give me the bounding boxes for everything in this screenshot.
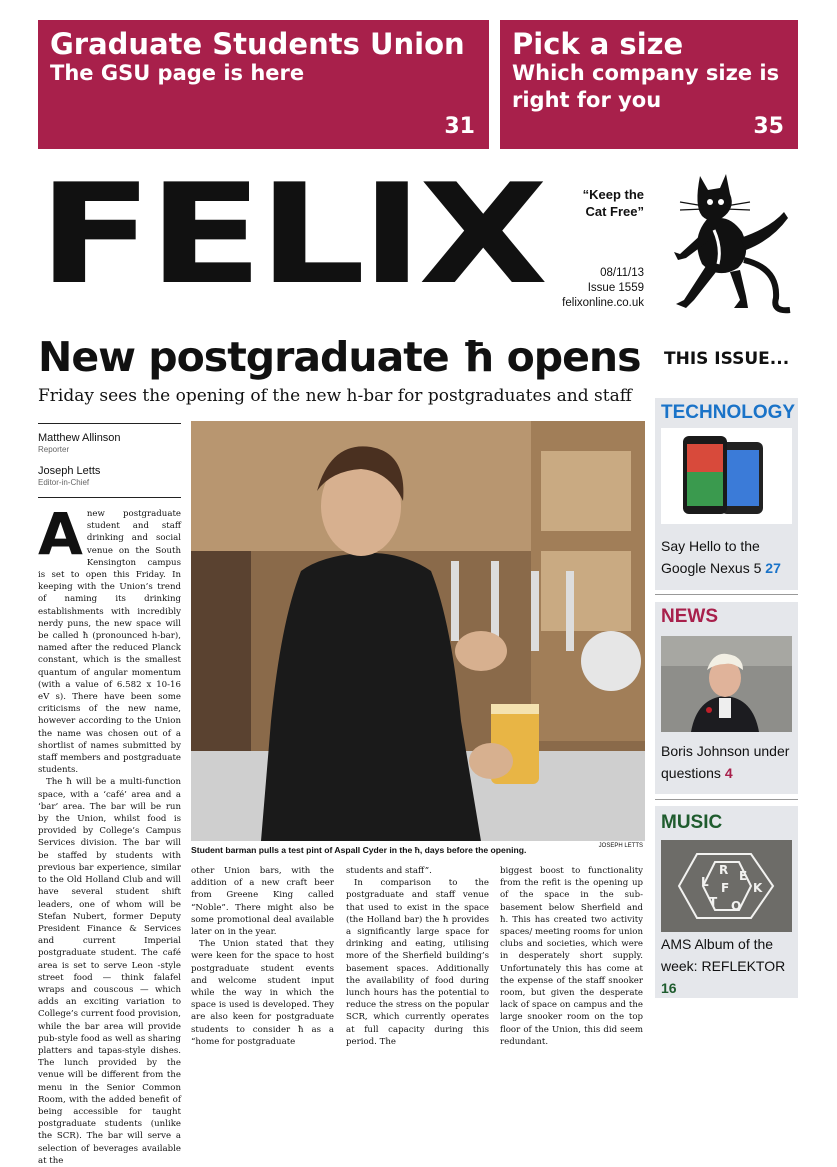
article-paragraph: The Union stated that they were keen for the space to host postgraduate student events and welcome student input while the way in which the space is used is developed. They are also keen for postgraduate students to consider ħ as a “home for postgraduate	[191, 939, 334, 1047]
page-number: 27	[765, 560, 781, 576]
byline-list	[38, 432, 181, 488]
section-caption	[661, 933, 795, 999]
dropcap: A	[38, 500, 83, 568]
headline: New postgraduate ħ opens	[38, 333, 641, 381]
banner-subtitle: Which company size is right for you	[512, 61, 780, 112]
banner-page-number: 35	[753, 114, 784, 139]
masthead	[38, 154, 544, 315]
banner-title: Graduate Students Union	[50, 27, 465, 61]
banner-subtitle: The GSU page is here	[50, 61, 305, 85]
section-caption	[661, 535, 795, 579]
boris-johnson-image	[661, 636, 792, 732]
masthead-logo: FELIX	[38, 154, 544, 315]
page-number: 16	[661, 980, 677, 996]
article-paragraph: new postgraduate student and staff drinking and social venue on the South Kensington campus is set to open this Friday. In keeping with the Union’s trend of naming its drinking establishments with incredibly nerdy puns, the new space will be called ħ (pronounced h-bar), named after the reduced Planck constant, which is the smallest quantum of angular momentum (with a value of 6.582 x 10-16 eV s). There have been some criticisms of the new name, however according to the Union the name was chosen out of a shortlist of names submitted by staff members and postgraduate students.	[38, 509, 181, 776]
section-label: MUSIC	[661, 812, 723, 833]
nexus-phone-image	[661, 428, 792, 524]
photo-caption: Student barman pulls a test pint of Aspall Cyder in the ħ, days before the opening.	[191, 845, 527, 855]
standfirst: Friday sees the opening of the new h-bar for postgraduates and staff	[38, 386, 632, 406]
issue-date: 08/11/13	[600, 267, 644, 279]
banner-page-number: 31	[444, 114, 475, 139]
masthead-meta	[540, 266, 644, 311]
section-caption	[661, 740, 795, 784]
article-photo-barman	[191, 421, 645, 841]
sidebar-item-news[interactable]	[655, 602, 798, 794]
caption-text: AMS Album of the week: REFLEKTOR	[661, 936, 786, 974]
article-column-4	[500, 865, 643, 1047]
byline-name: Joseph Letts	[38, 465, 101, 477]
article-column-3	[346, 865, 489, 1047]
website-link[interactable]: felixonline.co.uk	[562, 297, 644, 309]
article-column-1	[38, 500, 181, 1166]
sidebar-title: THIS ISSUE...	[664, 349, 790, 369]
sidebar-item-technology[interactable]	[655, 398, 798, 590]
svg-text:O: O	[731, 899, 742, 913]
svg-text:L: L	[701, 875, 709, 889]
caption-text: Say Hello to the Google Nexus 5	[661, 538, 762, 576]
svg-text:E: E	[739, 869, 748, 883]
section-label: TECHNOLOGY	[661, 402, 796, 423]
byline-role: Reporter	[38, 445, 70, 454]
article-column-2	[191, 865, 334, 1047]
article-paragraph: biggest boost to functionality from the refit is the opening up of the space in the sub-basement below Sherfield and ħ. This has created two activity spaces/ meeting rooms for union clubs and societies, which were in desperately short supply. Unfortunately this has come at the expense of the staff snooker room, but given the desperate lack of space on campus and the large snooker room on the top floor of the Union, this did seem redundant.	[500, 866, 643, 1047]
sidebar-item-music[interactable]	[655, 806, 798, 998]
felix-cat-logo-icon	[660, 168, 798, 318]
photo-credit: JOSEPH LETTS	[598, 843, 643, 849]
page-number: 4	[724, 765, 733, 781]
svg-text:F: F	[721, 881, 730, 895]
article-paragraph: other Union bars, with the addition of a new craft beer from Greene King called “Noble”. There might also be some promotional deal available later on in the year.	[191, 866, 334, 938]
svg-text:T: T	[709, 895, 718, 909]
banner-company-size[interactable]	[500, 20, 798, 149]
article-paragraph: students and staff”.	[346, 866, 432, 876]
section-label: NEWS	[661, 606, 718, 627]
reflektor-album-cover-image	[661, 840, 792, 932]
banner-gsu[interactable]	[38, 20, 489, 149]
banner-title: Pick a size	[512, 27, 684, 61]
article-paragraph: In comparison to the postgraduate and staff venue that used to exist in the space (the Holland bar) the ħ provides a significantly large space for drinking and eating, utilising more of the Sherfield building’s basement spaces. Additionally the availability of food during lunch hours has the potential to reduce the stress on the popular SCR, which currently operates at full capacity during this period. The	[346, 878, 489, 1047]
byline-role: Editor-in-Chief	[38, 478, 90, 487]
issue-number: Issue 1559	[587, 282, 644, 294]
byline-name: Matthew Allinson	[38, 432, 121, 444]
svg-text:K: K	[753, 881, 763, 895]
masthead-slogan: “Keep the Cat Free”	[582, 187, 644, 219]
caption-text: Boris Johnson under questions	[661, 743, 790, 781]
svg-text:R: R	[719, 863, 729, 877]
article-paragraph: The ħ will be a multi-function space, with a ‘café’ area and a ‘bar’ area. The bar will be run by the Union, whilst food is provided by College’s Campus Services division. The bar will be staffed by students with previous bar experience, similar to the Old Holland Club and will have several student shift leaders, one of whom will be Stefan Nubert, former Deputy President Finance & Services and current Imperial postgraduate student. The café area is set to serve Leon -style street food — think falafel wraps and couscous — which adds an exciting variation to College’s current food provision, while the bar area will provide pub-style food as well as sharing platters and tapas-style dishes. The lunch provided by the venue will be different from the menu in the Senior Common Room, with the added benefit of being accessible for taught postgraduate students (unlike the SCR). The bar will serve a selection of beverages available at the	[38, 777, 181, 1166]
